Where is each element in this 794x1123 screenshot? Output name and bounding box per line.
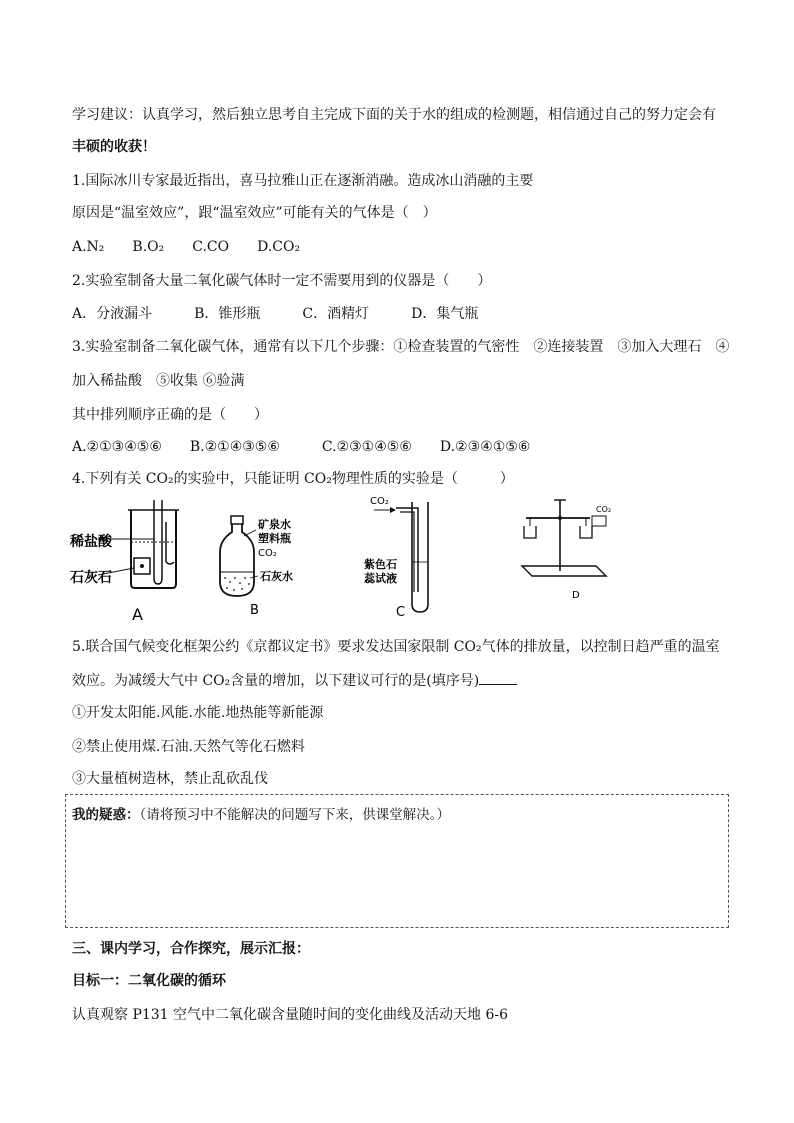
q3-options: A.②①③④⑤⑥ B.②①④③⑤⑥ C.②③①④⑤⑥ D.②③④①⑤⑥: [72, 439, 531, 455]
figure-c-test-tube: [360, 492, 470, 628]
figure-a-label-bottom: 石灰石: [70, 570, 112, 586]
q3-stem-2: 加入稀盐酸 ⑤收集 ⑥验满: [72, 373, 245, 389]
q5-answer-blank[interactable]: [479, 670, 517, 685]
figure-a-label-top: 稀盐酸: [70, 534, 112, 550]
figure-c-gas-label: CO₂: [370, 496, 389, 507]
figure-b-label-1: 矿泉水: [258, 518, 291, 531]
figure-a-caption: A: [132, 605, 143, 624]
q1-stem-2: 原因是“温室效应”，跟“温室效应”可能有关的气体是（ ）: [72, 205, 437, 221]
figure-d-caption: D: [572, 590, 580, 601]
notes-label: 我的疑惑：: [72, 807, 140, 823]
q2-options: A．分液漏斗 B．锥形瓶 C．酒精灯 D．集气瓶: [72, 306, 479, 322]
figure-c-caption: C: [396, 605, 406, 620]
q3-stem-3: 其中排列顺序正确的是（ ）: [72, 407, 268, 423]
q2-stem: 2.实验室制备大量二氧化碳气体时一定不需要用到的仪器是（ ）: [72, 273, 492, 289]
notes-heading: [72, 803, 450, 823]
q5-stem-1: 5.联合国气候变化框架公约《京都议定书》要求发达国家限制 CO₂气体的排放量，以控制日趋严重的温室: [72, 639, 720, 655]
q5-option-2: ②禁止使用煤.石油.天然气等化石燃料: [72, 739, 305, 755]
figure-b-label-3: CO₂: [258, 548, 277, 559]
q3-stem-1: 3.实验室制备二氧化碳气体，通常有以下几个步骤：①检查装置的气密性 ②连接装置 ③加入大理石 ④: [72, 339, 730, 355]
figure-c-label-1: 紫色石: [364, 558, 397, 571]
q5-option-1: ①开发太阳能.风能.水能.地热能等新能源: [72, 705, 324, 721]
figure-b-bottle: [210, 492, 340, 628]
figure-d-gas-label: CO₂: [596, 505, 612, 514]
intro-line-1: 学习建议：认真学习，然后独立思考自主完成下面的关于水的组成的检测题，相信通过自己的努力定会有: [72, 107, 716, 123]
notes-box[interactable]: [65, 794, 729, 928]
goal-1-heading: 目标一：二氧化碳的循环: [72, 973, 226, 989]
q1-options: A.N₂ B.O₂ C.CO D.CO₂: [72, 239, 301, 255]
q5-option-3: ③大量植树造林，禁止乱砍乱伐: [72, 771, 268, 787]
q5-stem-2: 效应。为减缓大气中 CO₂含量的增加，以下建议可行的是(填序号): [72, 673, 480, 689]
intro-line-2: 丰硕的收获！: [72, 139, 156, 155]
figure-c-label-2: 蕊试液: [364, 572, 397, 585]
q1-stem-1: 1.国际冰川专家最近指出，喜马拉雅山正在逐渐消融。造成冰山消融的主要: [72, 173, 534, 189]
section-3-heading: 三、课内学习，合作探究，展示汇报：: [72, 941, 310, 957]
figure-d-balance: [510, 492, 650, 628]
q4-figures: [60, 492, 700, 628]
figure-b-caption: B: [250, 603, 259, 618]
notes-hint: （请将预习中不能解决的问题写下来，供课堂解决。）: [139, 807, 450, 823]
q5-stem-2-row: [72, 670, 517, 690]
section-3-text: 认真观察 P131 空气中二氧化碳含量随时间的变化曲线及活动天地 6-6: [72, 1007, 509, 1023]
figure-b-label-4: 石灰水: [260, 570, 293, 583]
figure-b-label-2: 塑料瓶: [258, 532, 291, 545]
q4-stem: 4.下列有关 CO₂的实验中，只能证明 CO₂物理性质的实验是（ ）: [72, 471, 514, 487]
figure-a-beaker: [68, 492, 183, 628]
